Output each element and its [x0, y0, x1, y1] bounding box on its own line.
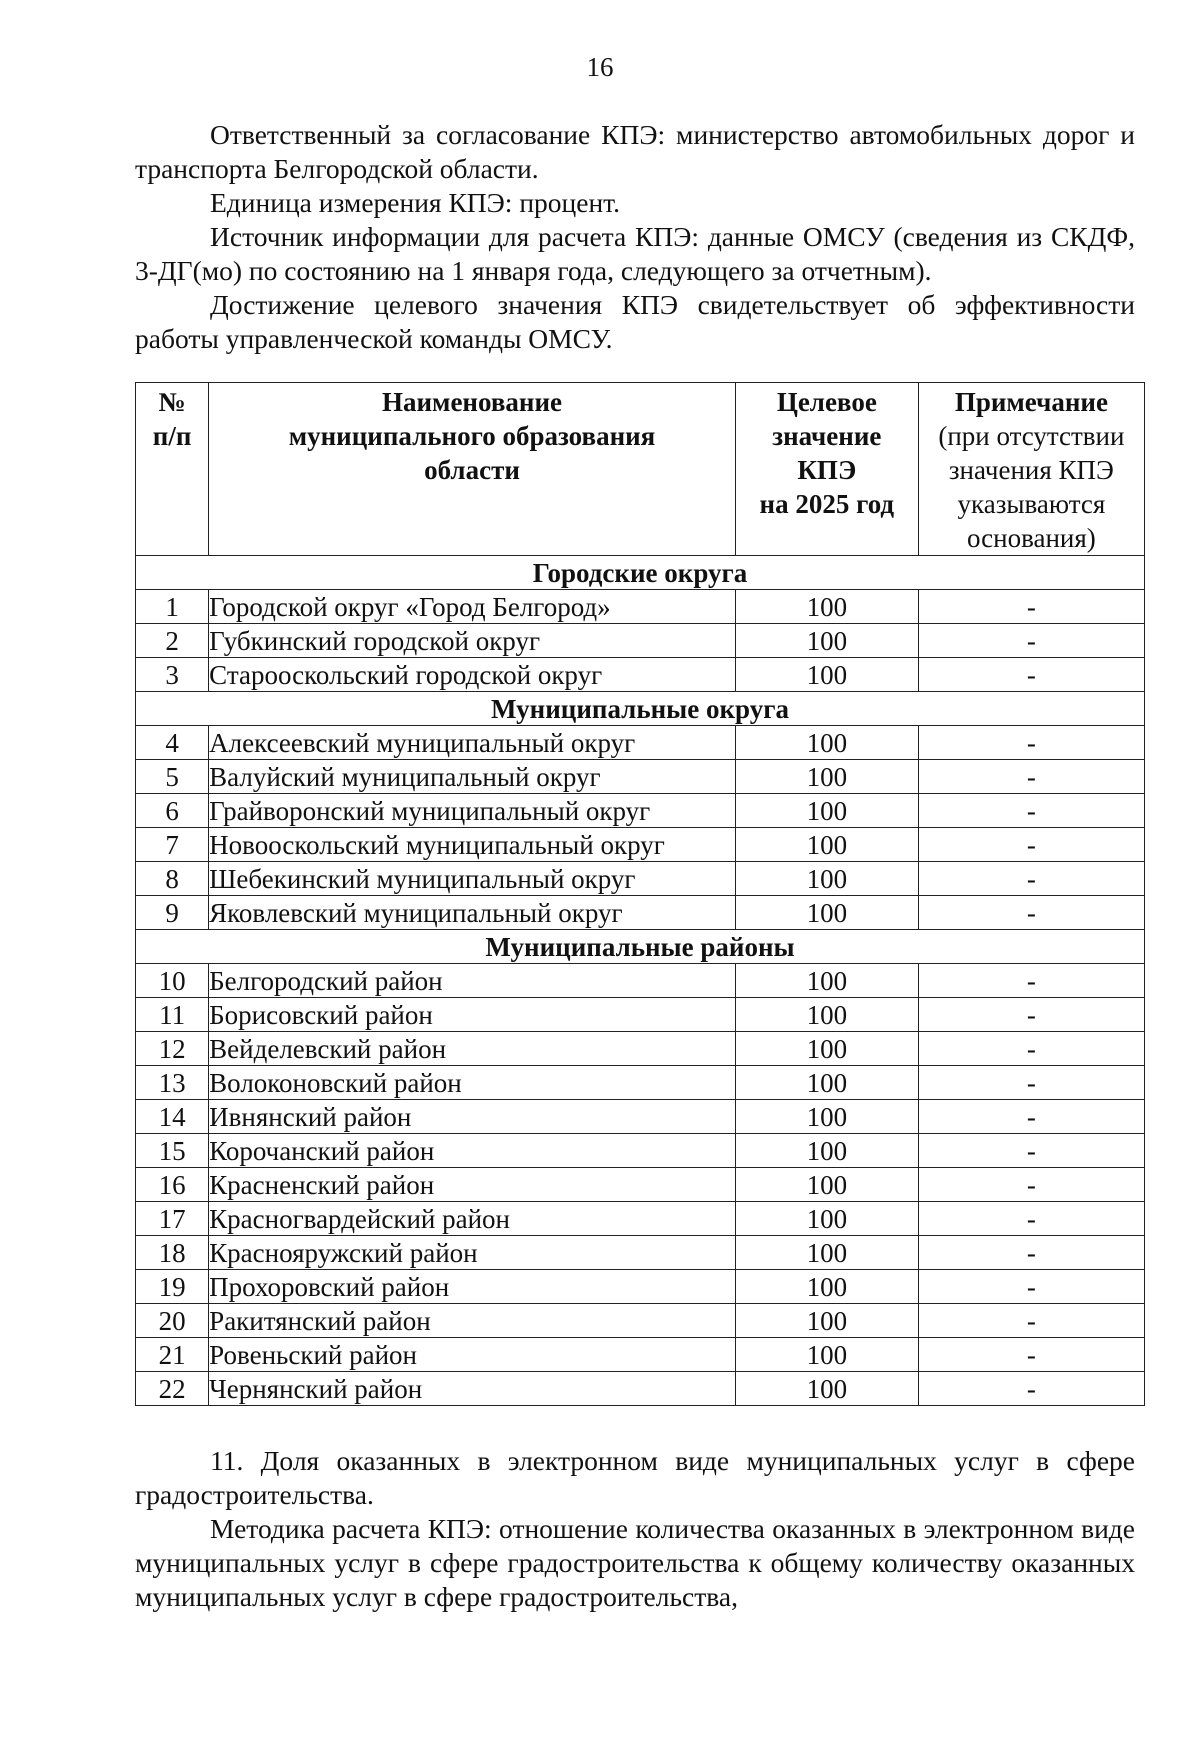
paragraph-source: Источник информации для расчета КПЭ: данные ОМСУ (сведения из СКДФ, 3-ДГ(мо) по состоянию на 1 января года, следующего за отчетным). [135, 221, 1135, 286]
table-row [136, 862, 1145, 896]
row-municipality-name: Грайворонский муниципальный округ [209, 794, 736, 828]
row-note: - [918, 1032, 1144, 1066]
row-note: - [918, 1304, 1144, 1338]
table-row [136, 828, 1145, 862]
table-row [136, 726, 1145, 760]
table-row [136, 760, 1145, 794]
row-municipality-name: Краснояружский район [209, 1236, 736, 1270]
row-target-value: 100 [735, 862, 918, 896]
section-row [136, 692, 1145, 726]
row-number: 13 [136, 1066, 209, 1100]
paragraph-item-11: 11. Доля оказанных в электронном виде муниципальных услуг в сфере градостроительства. [135, 1445, 1135, 1510]
row-note: - [918, 998, 1144, 1032]
row-municipality-name: Красненский район [209, 1168, 736, 1202]
row-target-value: 100 [735, 1134, 918, 1168]
table-row [136, 964, 1145, 998]
row-municipality-name: Прохоровский район [209, 1270, 736, 1304]
row-note: - [918, 964, 1144, 998]
row-municipality-name: Белгородский район [209, 964, 736, 998]
row-target-value: 100 [735, 964, 918, 998]
row-note: - [918, 1372, 1144, 1406]
row-number: 11 [136, 998, 209, 1032]
table-row [136, 1134, 1145, 1168]
row-municipality-name: Борисовский район [209, 998, 736, 1032]
row-number: 8 [136, 862, 209, 896]
row-target-value: 100 [735, 1168, 918, 1202]
header-number: № п/п [136, 383, 209, 556]
table-row [136, 1236, 1145, 1270]
row-target-value: 100 [735, 624, 918, 658]
row-municipality-name: Яковлевский муниципальный округ [209, 896, 736, 930]
row-number: 17 [136, 1202, 209, 1236]
row-target-value: 100 [735, 896, 918, 930]
row-target-value: 100 [735, 998, 918, 1032]
row-target-value: 100 [735, 1236, 918, 1270]
row-target-value: 100 [735, 1066, 918, 1100]
row-target-value: 100 [735, 794, 918, 828]
table-row [136, 1032, 1145, 1066]
row-number: 4 [136, 726, 209, 760]
paragraph-methodology: Методика расчета КПЭ: отношение количества оказанных в электронном виде муниципальных услуг в сфере градостроительства к общему количеству оказанных муниципальных услуг в сфере градостроительства, [135, 1513, 1135, 1612]
table-row [136, 624, 1145, 658]
row-number: 5 [136, 760, 209, 794]
row-note: - [918, 1338, 1144, 1372]
row-municipality-name: Чернянский район [209, 1372, 736, 1406]
row-number: 15 [136, 1134, 209, 1168]
row-number: 12 [136, 1032, 209, 1066]
table-header-row [136, 383, 1145, 556]
row-number: 9 [136, 896, 209, 930]
row-note: - [918, 1066, 1144, 1100]
header-municipality-name: Наименование муниципального образования области [209, 383, 736, 556]
row-note: - [918, 1270, 1144, 1304]
table-row [136, 998, 1145, 1032]
table-row [136, 1202, 1145, 1236]
row-target-value: 100 [735, 658, 918, 692]
table-row [136, 1168, 1145, 1202]
row-number: 1 [136, 590, 209, 624]
row-note: - [918, 828, 1144, 862]
table-row [136, 590, 1145, 624]
row-note: - [918, 794, 1144, 828]
row-number: 21 [136, 1338, 209, 1372]
row-number: 22 [136, 1372, 209, 1406]
header-note: Примечание (при отсутствии значения КПЭ указываются основания) [918, 383, 1144, 556]
row-note: - [918, 862, 1144, 896]
outro-text [135, 1444, 1135, 1614]
row-number: 7 [136, 828, 209, 862]
row-note: - [918, 726, 1144, 760]
table-row [136, 658, 1145, 692]
row-note: - [918, 590, 1144, 624]
row-number: 18 [136, 1236, 209, 1270]
row-target-value: 100 [735, 726, 918, 760]
row-target-value: 100 [735, 1100, 918, 1134]
row-municipality-name: Валуйский муниципальный округ [209, 760, 736, 794]
table-row [136, 794, 1145, 828]
table-body [136, 556, 1145, 1406]
row-number: 10 [136, 964, 209, 998]
table-row [136, 896, 1145, 930]
row-target-value: 100 [735, 590, 918, 624]
row-target-value: 100 [735, 1304, 918, 1338]
row-note: - [918, 624, 1144, 658]
section-title: Муниципальные округа [136, 692, 1145, 726]
kpe-table [135, 382, 1145, 1406]
row-municipality-name: Алексеевский муниципальный округ [209, 726, 736, 760]
paragraph-responsible: Ответственный за согласование КПЭ: министерство автомобильных дорог и транспорта Белгородской области. [135, 119, 1135, 184]
row-note: - [918, 896, 1144, 930]
section-title: Городские округа [136, 556, 1145, 590]
row-target-value: 100 [735, 1032, 918, 1066]
section-row [136, 930, 1145, 964]
header-target-value: Целевое значение КПЭ на 2025 год [735, 383, 918, 556]
section-row [136, 556, 1145, 590]
row-number: 3 [136, 658, 209, 692]
page-number: 16 [586, 52, 614, 82]
row-note: - [918, 1236, 1144, 1270]
section-title: Муниципальные районы [136, 930, 1145, 964]
row-municipality-name: Ивнянский район [209, 1100, 736, 1134]
row-municipality-name: Городской округ «Город Белгород» [209, 590, 736, 624]
row-note: - [918, 1134, 1144, 1168]
table-row [136, 1304, 1145, 1338]
row-target-value: 100 [735, 760, 918, 794]
row-municipality-name: Ракитянский район [209, 1304, 736, 1338]
row-municipality-name: Вейделевский район [209, 1032, 736, 1066]
paragraph-unit: Единица измерения КПЭ: процент. [210, 187, 621, 218]
table-row [136, 1270, 1145, 1304]
row-note: - [918, 1202, 1144, 1236]
table-row [136, 1338, 1145, 1372]
row-municipality-name: Красногвардейский район [209, 1202, 736, 1236]
row-target-value: 100 [735, 1202, 918, 1236]
row-number: 6 [136, 794, 209, 828]
row-note: - [918, 1100, 1144, 1134]
row-target-value: 100 [735, 1372, 918, 1406]
row-note: - [918, 760, 1144, 794]
row-target-value: 100 [735, 828, 918, 862]
row-note: - [918, 1168, 1144, 1202]
row-number: 2 [136, 624, 209, 658]
row-municipality-name: Новооскольский муниципальный округ [209, 828, 736, 862]
table-row [136, 1100, 1145, 1134]
row-number: 14 [136, 1100, 209, 1134]
row-municipality-name: Шебекинский муниципальный округ [209, 862, 736, 896]
row-number: 20 [136, 1304, 209, 1338]
row-note: - [918, 658, 1144, 692]
row-number: 16 [136, 1168, 209, 1202]
paragraph-achievement: Достижение целевого значения КПЭ свидетельствует об эффективности работы управленческой команды ОМСУ. [135, 289, 1135, 354]
row-municipality-name: Волоконовский район [209, 1066, 736, 1100]
row-target-value: 100 [735, 1338, 918, 1372]
row-municipality-name: Губкинский городской округ [209, 624, 736, 658]
intro-text [135, 118, 1135, 356]
table-row [136, 1372, 1145, 1406]
row-number: 19 [136, 1270, 209, 1304]
table-row [136, 1066, 1145, 1100]
row-target-value: 100 [735, 1270, 918, 1304]
row-municipality-name: Старооскольский городской округ [209, 658, 736, 692]
row-municipality-name: Корочанский район [209, 1134, 736, 1168]
row-municipality-name: Ровеньский район [209, 1338, 736, 1372]
